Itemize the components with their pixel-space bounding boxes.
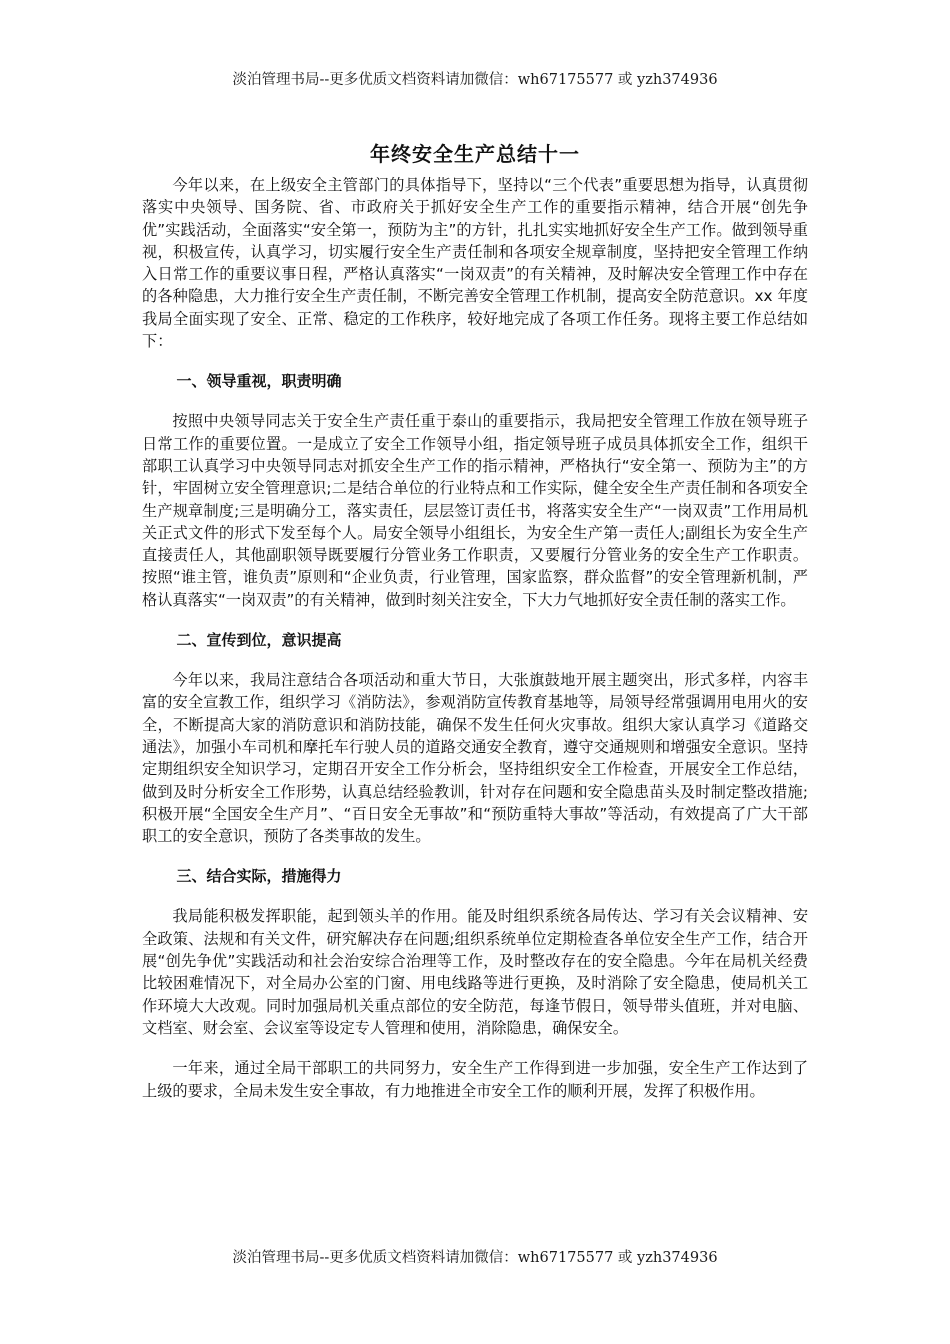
- conclusion-paragraph: 一年来，通过全局干部职工的共同努力，安全生产工作得到进一步加强，安全生产工作达到了上级的要求，全局未发生安全事故，有力地推进全市安全工作的顺利开展，发挥了积极作用。: [142, 1059, 808, 1100]
- document-title: 年终安全生产总结十一: [370, 142, 580, 166]
- document-body: [142, 174, 808, 1102]
- section-paragraph-3: 我局能积极发挥职能，起到领头羊的作用。能及时组织系统各局传达、学习有关会议精神、安全政策、法规和有关文件，研究解决存在问题;组织系统单位定期检查各单位安全生产工作，结合开展“创先争优”实践活动和社会治安综合治理等工作，及时整改存在的安全隐患。今年在局机关经费比较困难情况下，对全局办公室的门窗、用电线路等进行更换，及时消除了安全隐患，使局机关工作环境大大改观。同时加强局机关重点部位的安全防范，每逢节假日，领导带头值班，并对电脑、文档室、财会室、会议室等设定专人管理和使用，消除隐患，确保安全。: [142, 907, 808, 1037]
- section-heading-3: 三、结合实际，措施得力: [176, 867, 342, 886]
- page-footer: 淡泊管理书局--更多优质文档资料请加微信：wh67175577 或 yzh374936: [232, 1250, 718, 1266]
- section-paragraph-2: 今年以来，我局注意结合各项活动和重大节日，大张旗鼓地开展主题突出，形式多样，内容丰富的安全宣教工作，组织学习《消防法》，参观消防宣传教育基地等，局领导经常强调用电用火的安全，不断提高大家的消防意识和消防技能，确保不发生任何火灾事故。组织大家认真学习《道路交通法》，加强小车司机和摩托车行驶人员的道路交通安全教育，遵守交通规则和增强安全意识。坚持定期组织安全知识学习，定期召开安全工作分析会，坚持组织安全工作检查，开展安全工作总结，做到及时分析安全工作形势，认真总结经验教训，针对存在问题和安全隐患苗头及时制定整改措施;积极开展“全国安全生产月”、“百日安全无事故”和“预防重特大事故”等活动，有效提高了广大干部职工的安全意识，预防了各类事故的发生。: [142, 671, 808, 846]
- section-heading-2: 二、宣传到位，意识提高: [176, 631, 342, 650]
- intro-paragraph: 今年以来，在上级安全主管部门的具体指导下，坚持以“三个代表”重要思想为指导，认真贯彻落实中央领导、国务院、省、市政府关于抓好安全生产工作的重要指示精神，结合开展“创先争优”实践活动，全面落实“安全第一，预防为主”的方针，扎扎实实地抓好安全生产工作。做到领导重视，积极宣传，认真学习，切实履行安全生产责任制和各项安全规章制度，坚持把安全管理工作纳入日常工作的重要议事日程，严格认真落实“一岗双责”的有关精神，及时解决安全管理工作中存在的各种隐患，大力推行安全生产责任制，不断完善安全管理工作机制，提高安全防范意识。xx 年度我局全面实现了安全、正常、稳定的工作秩序，较好地完成了各项工作任务。现将主要工作总结如下：: [142, 176, 808, 351]
- page-header: 淡泊管理书局--更多优质文档资料请加微信：wh67175577 或 yzh374936: [232, 72, 718, 88]
- section-paragraph-1: 按照中央领导同志关于安全生产责任重于泰山的重要指示，我局把安全管理工作放在领导班子日常工作的重要位置。一是成立了安全工作领导小组，指定领导班子成员具体抓安全工作，组织干部职工认真学习中央领导同志对抓安全生产工作的指示精神，严格执行“安全第一、预防为主”的方针，牢固树立安全管理意识;二是结合单位的行业特点和工作实际，健全安全生产责任制和各项安全生产规章制度;三是明确分工，落实责任，层层签订责任书，将落实安全生产“一岗双责”工作用局机关正式文件的形式下发至每个人。局安全领导小组组长，为安全生产第一责任人;副组长为安全生产直接责任人，其他副职领导既要履行分管业务工作职责，又要履行分管业务的安全生产工作职责。按照“谁主管，谁负责”原则和“企业负责，行业管理，国家监察，群众监督”的安全管理新机制，严格认真落实“一岗双责”的有关精神，做到时刻关注安全，下大力气地抓好安全责任制的落实工作。: [142, 412, 808, 609]
- section-heading-1: 一、领导重视，职责明确: [176, 372, 342, 391]
